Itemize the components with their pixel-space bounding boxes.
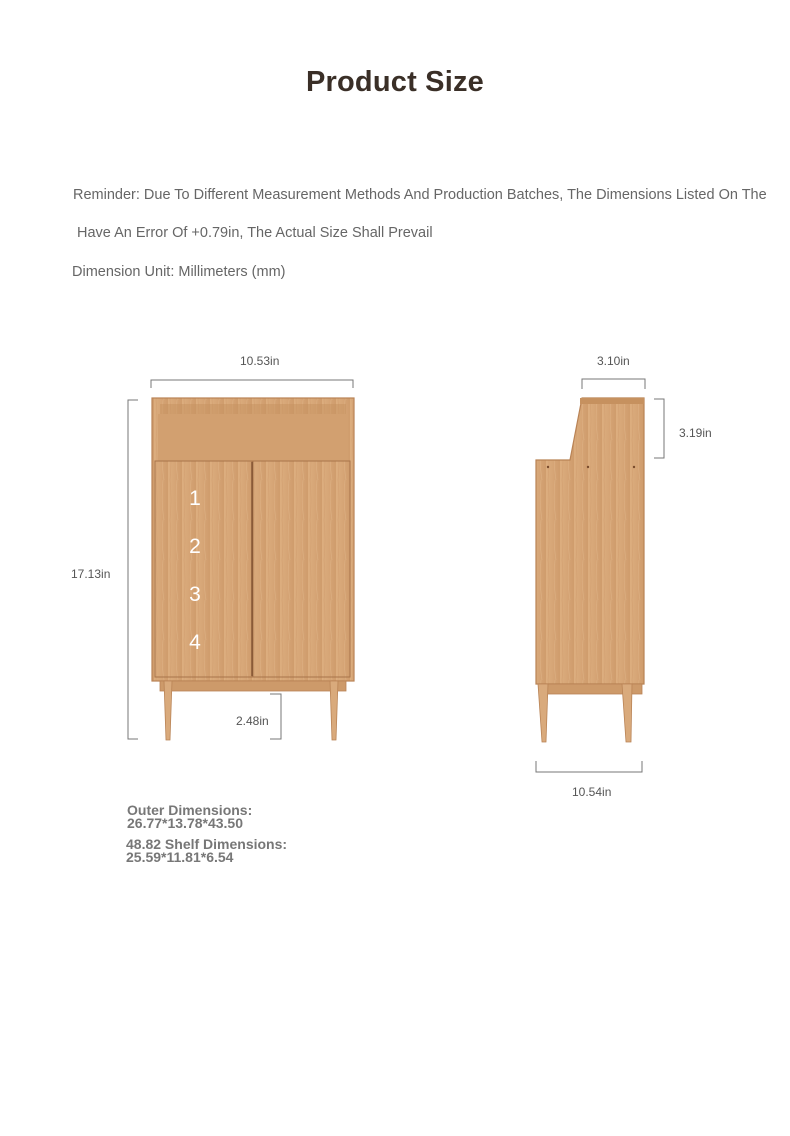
page-title: Product Size bbox=[305, 66, 485, 98]
side-depth-label: 10.54in bbox=[572, 785, 612, 799]
drawer-number: 2 bbox=[189, 535, 201, 558]
drawer-number: 4 bbox=[189, 631, 201, 654]
shelf-dimensions-value: 25.59*11.81*6.54 bbox=[126, 849, 234, 865]
side-cabinet bbox=[536, 398, 644, 742]
front-width-label: 10.53in bbox=[240, 354, 280, 368]
shelf-dimensions-label: 48.82 Shelf Dimensions: bbox=[126, 836, 288, 852]
side-top-step-label: 3.19in bbox=[679, 426, 712, 440]
reminder-line-2: Have An Error Of +0.79in, The Actual Size Shall Prevail bbox=[77, 225, 433, 241]
dimension-unit-note: Dimension Unit: Millimeters (mm) bbox=[72, 264, 286, 280]
reminder-line-1: Reminder: Due To Different Measurement Methods And Production Batches, The Dimensions Listed On The bbox=[73, 187, 767, 203]
outer-dimensions-value: 26.77*13.78*43.50 bbox=[127, 815, 243, 831]
front-cabinet bbox=[152, 398, 354, 740]
drawer-number: 3 bbox=[189, 583, 201, 606]
drawer-number: 1 bbox=[189, 487, 201, 510]
outer-dimensions-label: Outer Dimensions: bbox=[127, 802, 253, 818]
leg-height-label: 2.48in bbox=[236, 714, 269, 728]
front-height-label: 17.13in bbox=[71, 567, 111, 581]
side-top-depth-label: 3.10in bbox=[597, 354, 630, 368]
